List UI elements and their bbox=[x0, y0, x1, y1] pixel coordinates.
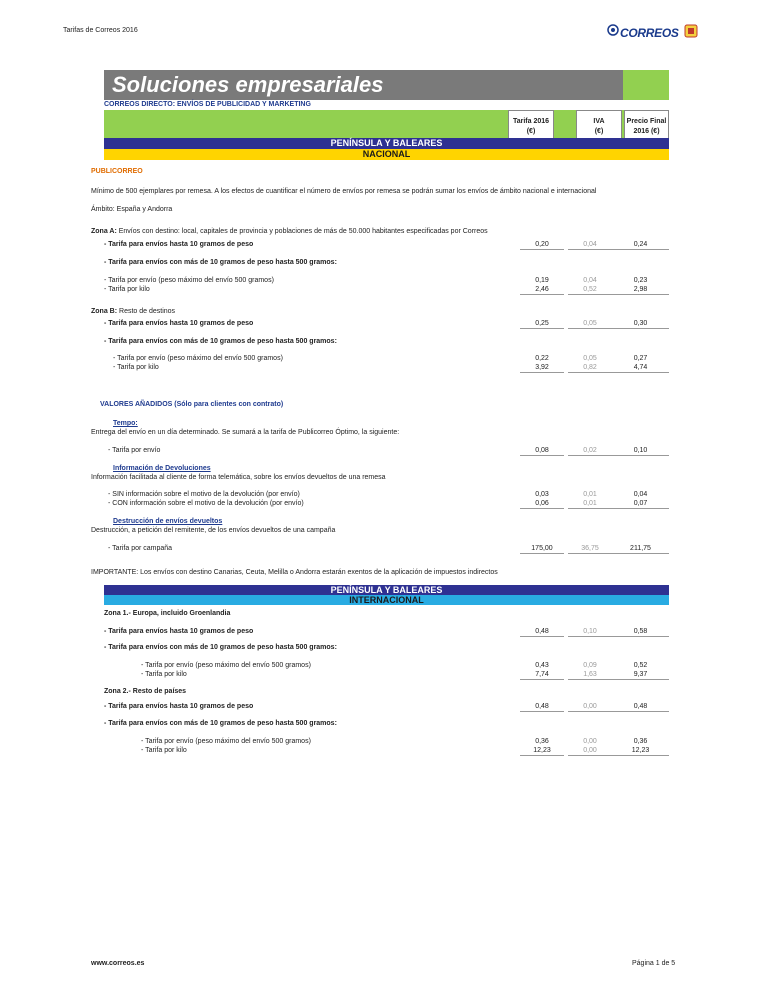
zona-b-r3-tarifa: 3,92 bbox=[520, 363, 564, 373]
zona-a-r1-final: 0,24 bbox=[612, 240, 669, 250]
zona-b-r2-final: 0,27 bbox=[633, 355, 648, 362]
zona-b-r2-tarifa: 0,22 bbox=[535, 355, 549, 362]
page-number: Página 1 de 5 bbox=[632, 960, 676, 967]
zona-a-r3-iva: 0,52 bbox=[568, 285, 612, 295]
zona-b-r2-iva: 0,05 bbox=[583, 355, 597, 362]
zona-a-r3-final: 2,98 bbox=[612, 285, 669, 295]
zona-a-heading bbox=[91, 227, 488, 236]
zona-a-r3-tarifa: 2,46 bbox=[520, 285, 564, 295]
importante-note: IMPORTANTE: Los envíos con destino Canarias, Ceuta, Melilla o Andorra estarán exentos de la aplicación de impuestos indirectos bbox=[91, 569, 498, 576]
band-peninsula: PENÍNSULA Y BALEARES bbox=[104, 138, 669, 149]
zona-a-text: Envíos con destino: local, capitales de provincia y poblaciones de más de 50.000 habitantes especificadas por Correos bbox=[118, 228, 488, 235]
zona-b-r1-tarifa: 0,25 bbox=[520, 319, 564, 329]
zona-2-por-kilo-label: - Tarifa por kilo bbox=[141, 747, 187, 754]
tempo-iva: 0,02 bbox=[568, 446, 612, 456]
zona-a-mas10-label: - Tarifa para envíos con más de 10 gramos de peso hasta 500 gramos: bbox=[104, 259, 337, 266]
zona-2-heading: Zona 2.- Resto de países bbox=[104, 688, 187, 695]
zona-1-heading: Zona 1.- Europa, incluido Groenlandia bbox=[104, 610, 231, 617]
dev-row-con: - CON información sobre el motivo de la devolución (por envío) bbox=[108, 500, 304, 507]
zona-2-r2-iva: 0,00 bbox=[583, 738, 597, 745]
zona-1-r3-final: 9,37 bbox=[612, 670, 669, 680]
zona-2-r3-tarifa: 12,23 bbox=[520, 746, 564, 756]
zona-a-hasta10-label: - Tarifa para envíos hasta 10 gramos de peso bbox=[104, 241, 254, 248]
dev-con-tarifa: 0,06 bbox=[520, 499, 564, 509]
zona-a-r1-iva: 0,04 bbox=[568, 240, 612, 250]
zona-1-por-kilo-label: - Tarifa por kilo bbox=[141, 671, 187, 678]
zona-1-r3-tarifa: 7,74 bbox=[520, 670, 564, 680]
zona-b-text: Resto de destinos bbox=[119, 308, 176, 315]
zona-1-r2-tarifa: 0,43 bbox=[535, 662, 549, 669]
zona-2-por-envio-label: - Tarifa por envío (peso máximo del envío 500 gramos) bbox=[141, 738, 311, 745]
zona-1-hasta10-label: - Tarifa para envíos hasta 10 gramos de peso bbox=[104, 628, 254, 635]
band-nacional: NACIONAL bbox=[104, 149, 669, 160]
zona-a-r2-final: 0,23 bbox=[633, 277, 648, 284]
dev-row-sin: - SIN información sobre el motivo de la devolución (por envío) bbox=[108, 491, 300, 498]
intro-text: Mínimo de 500 ejemplares por remesa. A los efectos de cuantificar el número de envíos por remesa se podrán sumar los envíos de ámbito nacional e internacional bbox=[91, 188, 597, 195]
zona-1-r2-final: 0,52 bbox=[633, 662, 648, 669]
zona-a-r2-iva: 0,04 bbox=[583, 277, 597, 284]
zona-a-label: Zona A: bbox=[91, 228, 117, 235]
banner-accent bbox=[623, 70, 669, 100]
tempo-row-label: - Tarifa por envío bbox=[108, 447, 161, 454]
ambito-text: Ámbito: España y Andorra bbox=[91, 206, 173, 213]
zona-b-heading bbox=[91, 307, 175, 316]
column-header-iva: IVA (€) bbox=[576, 110, 622, 146]
dev-sin-final: 0,04 bbox=[633, 491, 648, 498]
zona-2-r3-final: 12,23 bbox=[612, 746, 669, 756]
dev-con-iva: 0,01 bbox=[568, 499, 612, 509]
zona-1-r2-iva: 0,09 bbox=[583, 662, 597, 669]
devoluciones-title: Información de Devoluciones bbox=[113, 465, 211, 472]
column-header-tarifa: Tarifa 2016 (€) bbox=[508, 110, 554, 146]
zona-2-r1-iva: 0,00 bbox=[568, 702, 612, 712]
dev-sin-tarifa: 0,03 bbox=[535, 491, 549, 498]
zona-b-r1-final: 0,30 bbox=[612, 319, 669, 329]
dev-sin-iva: 0,01 bbox=[583, 491, 597, 498]
column-header-precio-final: Precio Final 2016 (€) bbox=[624, 110, 669, 146]
destruccion-final: 211,75 bbox=[612, 544, 669, 554]
zona-b-hasta10-label: - Tarifa para envíos hasta 10 gramos de peso bbox=[104, 320, 254, 327]
tempo-text: Entrega del envío en un día determinado. Se sumará a la tarifa de Publicorreo Óptimo, la siguiente: bbox=[91, 429, 400, 436]
dev-con-final: 0,07 bbox=[612, 499, 669, 509]
zona-2-mas10-label: - Tarifa para envíos con más de 10 gramos de peso hasta 500 gramos: bbox=[104, 720, 337, 727]
destruccion-tarifa: 175,00 bbox=[520, 544, 564, 554]
zona-a-por-kilo-label: - Tarifa por kilo bbox=[104, 286, 150, 293]
zona-2-r2-tarifa: 0,36 bbox=[535, 738, 549, 745]
zona-2-r1-final: 0,48 bbox=[612, 702, 669, 712]
band-peninsula-int: PENÍNSULA Y BALEARES bbox=[104, 585, 669, 595]
destruccion-iva: 36,75 bbox=[568, 544, 612, 554]
zona-2-hasta10-label: - Tarifa para envíos hasta 10 gramos de peso bbox=[104, 703, 254, 710]
tempo-final: 0,10 bbox=[612, 446, 669, 456]
zona-1-r1-tarifa: 0,48 bbox=[520, 627, 564, 637]
zona-b-r3-iva: 0,82 bbox=[568, 363, 612, 373]
zona-2-r1-tarifa: 0,48 bbox=[520, 702, 564, 712]
zona-b-por-envio-label: - Tarifa por envío (peso máximo del envío 500 gramos) bbox=[113, 355, 283, 362]
zona-b-r1-iva: 0,05 bbox=[568, 319, 612, 329]
banner-subtitle: CORREOS DIRECTO: ENVÍOS DE PUBLICIDAD Y MARKETING bbox=[104, 101, 311, 108]
zona-a-por-envio-label: - Tarifa por envío (peso máximo del envío 500 gramos) bbox=[104, 277, 274, 284]
zona-b-label: Zona B: bbox=[91, 308, 118, 315]
band-internacional: INTERNACIONAL bbox=[104, 595, 669, 605]
correos-horn-icon bbox=[607, 24, 619, 36]
footer-url[interactable]: www.correos.es bbox=[91, 960, 145, 967]
zona-b-por-kilo-label: - Tarifa por kilo bbox=[113, 364, 159, 371]
zona-2-r2-final: 0,36 bbox=[633, 738, 648, 745]
tempo-tarifa: 0,08 bbox=[520, 446, 564, 456]
destruccion-row-label: - Tarifa por campaña bbox=[108, 545, 173, 552]
zona-1-mas10-label: - Tarifa para envíos con más de 10 gramos de peso hasta 500 gramos: bbox=[104, 644, 337, 651]
correos-logo: CORREOS bbox=[620, 26, 679, 40]
zona-b-mas10-label: - Tarifa para envíos con más de 10 gramos de peso hasta 500 gramos: bbox=[104, 338, 337, 345]
valores-title: VALORES AÑADIDOS (Sólo para clientes con contrato) bbox=[100, 401, 284, 408]
zona-2-r3-iva: 0,00 bbox=[568, 746, 612, 756]
destruccion-title: Destrucción de envíos devueltos bbox=[113, 518, 223, 525]
zona-1-r1-final: 0,58 bbox=[612, 627, 669, 637]
zona-a-r2-tarifa: 0,19 bbox=[535, 277, 549, 284]
seal-icon bbox=[684, 24, 698, 38]
banner-title: Soluciones empresariales bbox=[112, 72, 384, 97]
zona-1-r3-iva: 1,63 bbox=[568, 670, 612, 680]
tempo-title: Tempo: bbox=[113, 420, 138, 427]
devoluciones-text: Información facilitada al cliente de forma telemática, sobre los envíos devueltos de una remesa bbox=[91, 474, 386, 481]
zona-1-r1-iva: 0,10 bbox=[568, 627, 612, 637]
section-publicorreo: PUBLICORREO bbox=[91, 168, 143, 175]
zona-a-r1-tarifa: 0,20 bbox=[520, 240, 564, 250]
zona-1-por-envio-label: - Tarifa por envío (peso máximo del envío 500 gramos) bbox=[141, 662, 311, 669]
destruccion-text: Destrucción, a petición del remitente, de los envíos devueltos de una campaña bbox=[91, 527, 336, 534]
document-title: Tarifas de Correos 2016 bbox=[63, 27, 138, 34]
zona-b-r3-final: 4,74 bbox=[612, 363, 669, 373]
